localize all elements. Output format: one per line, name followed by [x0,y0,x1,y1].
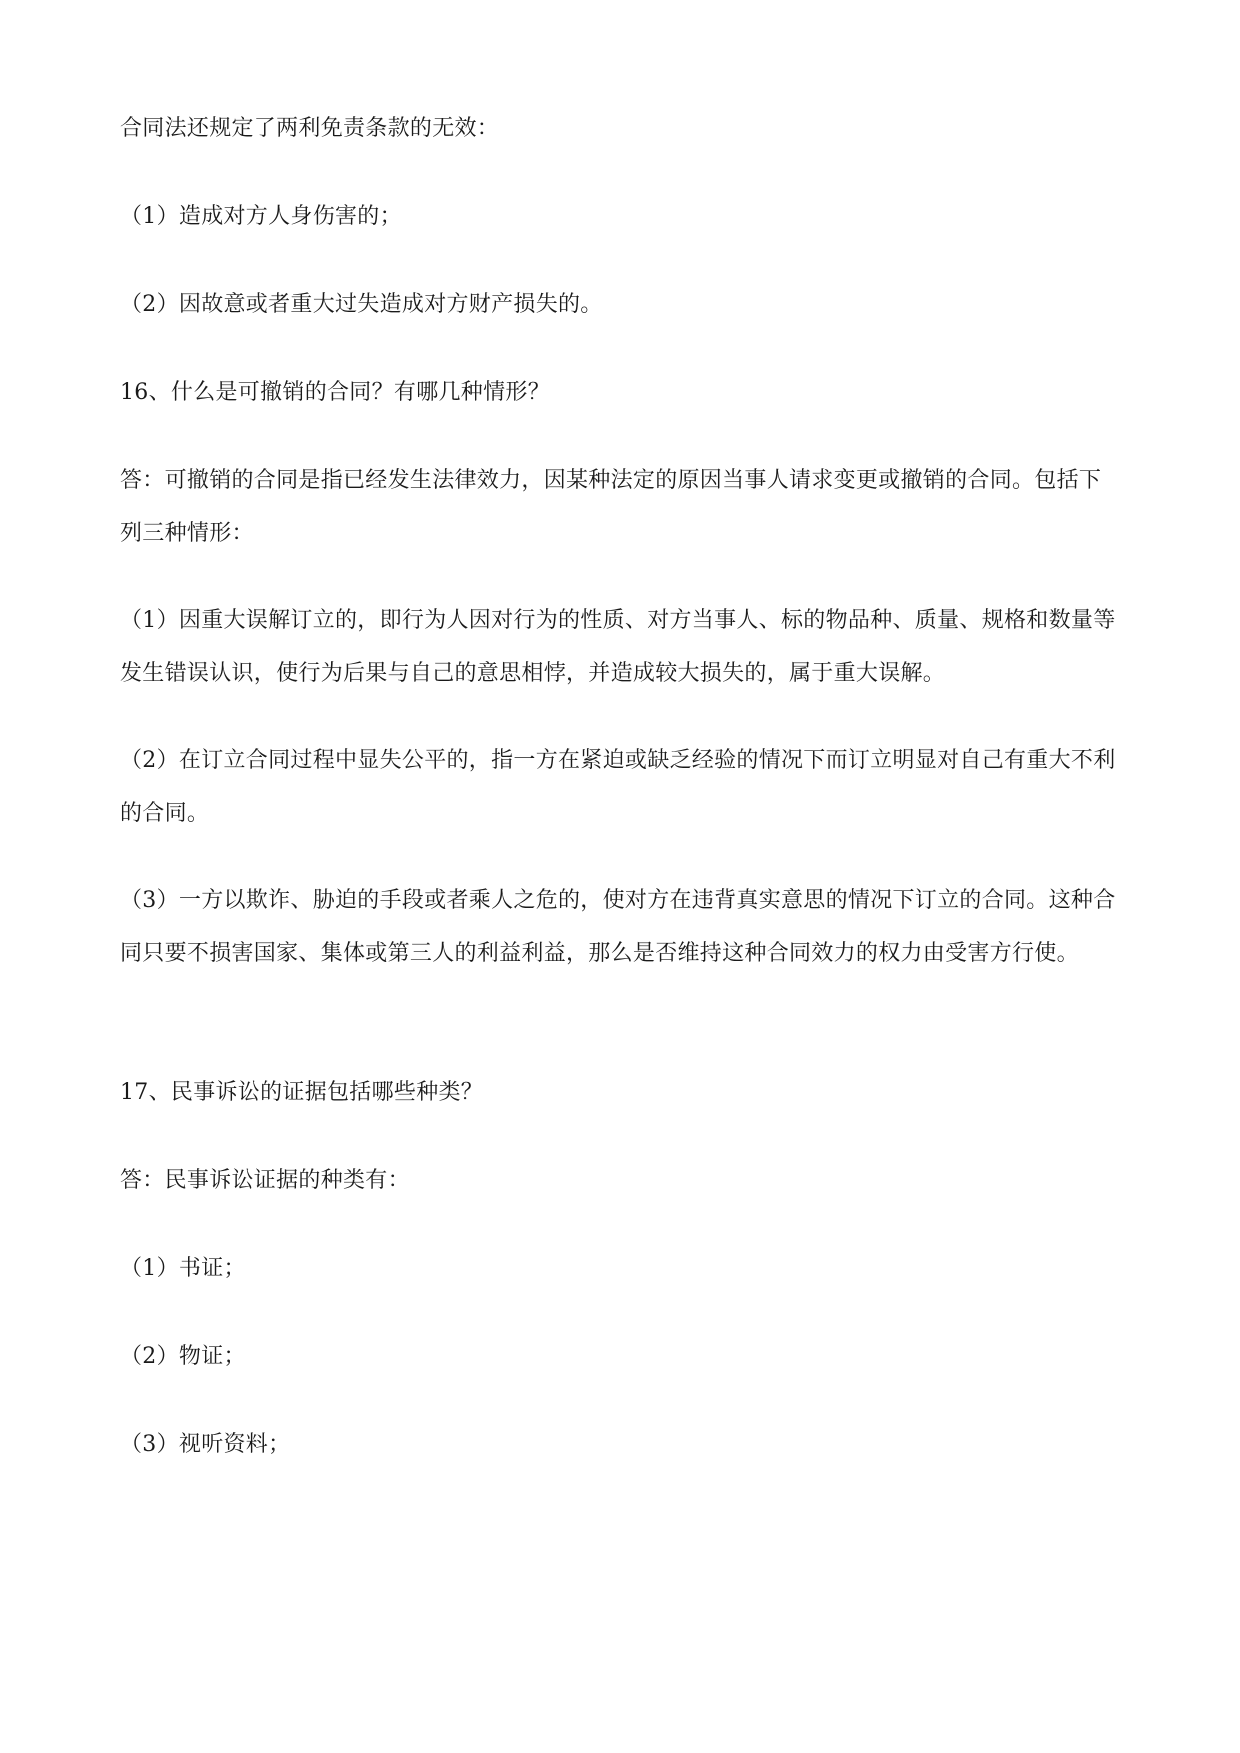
list-item-personal-injury: （1）造成对方人身伤害的； [120,204,402,229]
question-17: 17、民事诉讼的证据包括哪些种类？ [120,1080,484,1105]
list-item-property-loss: （2）因故意或者重大过失造成对方财产损失的。 [120,292,603,317]
list-item-major-misunderstanding: （1）因重大误解订立的，即行为人因对行为的性质、对方当事人、标的物品种、质量、规格和数量等发生错误认识，使行为后果与自己的意思相悖，并造成较大损失的，属于重大误解。 [120,608,1116,686]
list-item-audiovisual-materials: （3）视听资料； [120,1432,291,1457]
answer-17: 答：民事诉讼证据的种类有： [120,1168,410,1193]
paragraph-intro: 合同法还规定了两利免责条款的无效： [120,116,500,141]
list-item-obvious-unfairness: （2）在订立合同过程中显失公平的，指一方在紧迫或缺乏经验的情况下而订立明显对自己有重大不利的合同。 [120,748,1116,826]
list-item-physical-evidence: （2）物证； [120,1344,246,1369]
list-item-fraud-coercion: （3）一方以欺诈、胁迫的手段或者乘人之危的，使对方在违背真实意思的情况下订立的合同。这种合同只要不损害国家、集体或第三人的利益利益，那么是否维持这种合同效力的权力由受害方行使。 [120,888,1116,966]
list-item-documentary-evidence: （1）书证； [120,1256,246,1281]
answer-16: 答：可撤销的合同是指已经发生法律效力，因某种法定的原因当事人请求变更或撤销的合同。包括下列三种情形： [120,468,1102,546]
question-16: 16、什么是可撤销的合同？有哪几种情形？ [120,380,550,405]
